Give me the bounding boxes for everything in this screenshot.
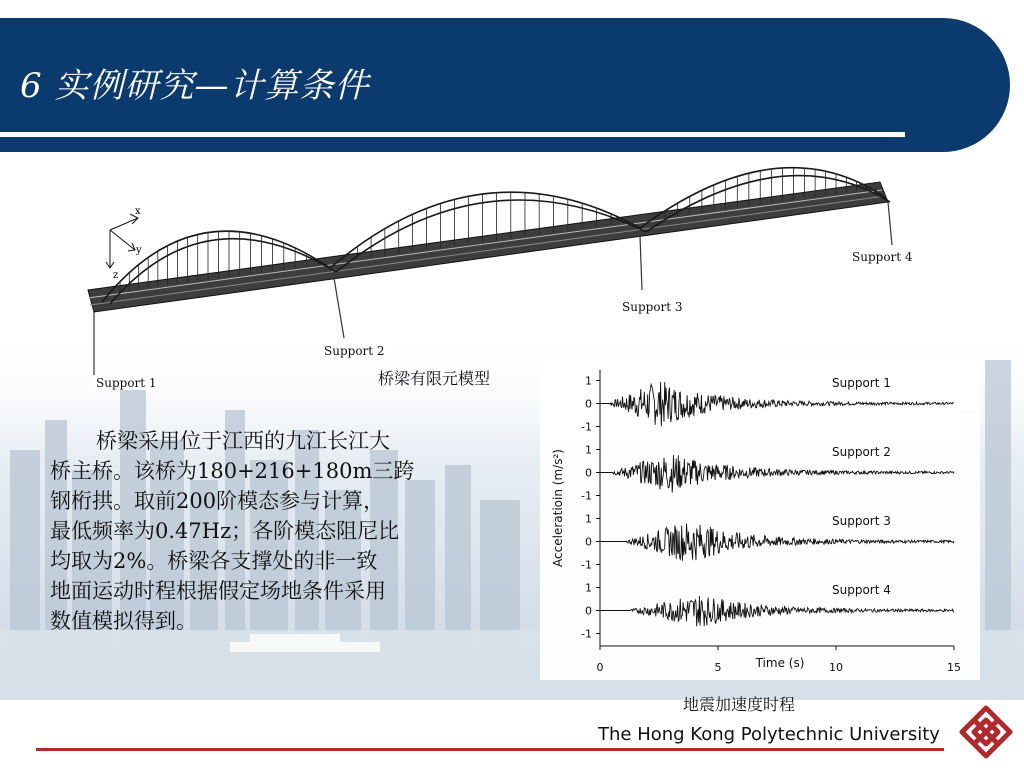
x-axis-label: Time (s) — [755, 656, 805, 670]
chart-text — [551, 375, 961, 675]
body-line-2: 桥主桥。该桥为180+216+180m三跨 — [50, 459, 415, 483]
y-tick-label: -1 — [581, 627, 592, 641]
x-tick-label: 0 — [596, 661, 604, 674]
slide-title: 6 实例研究—计算条件 — [20, 66, 370, 106]
y-tick-label: 0 — [585, 604, 592, 618]
legend-support-1: Support 1 — [832, 376, 891, 390]
legend-support-4: Support 4 — [832, 583, 891, 597]
y-tick-label: -1 — [581, 420, 592, 434]
series-line-support-1 — [600, 382, 954, 426]
chart-axes — [596, 370, 954, 650]
x-tick-label: 5 — [714, 661, 722, 674]
y-tick-label: 1 — [585, 374, 592, 388]
support-1-label: Support 1 — [96, 376, 157, 390]
bridge-figure-caption: 桥梁有限元模型 — [378, 369, 491, 388]
support-2-label: Support 2 — [324, 344, 385, 358]
coordinate-axes — [106, 214, 138, 268]
legend-support-3: Support 3 — [832, 514, 891, 528]
y-tick-label: 1 — [585, 443, 592, 457]
university-name: The Hong Kong Polytechnic University — [598, 724, 940, 745]
body-line-3: 钢桁拱。取前200阶模态参与计算， — [50, 489, 385, 513]
chart-traces — [600, 382, 954, 626]
body-paragraph — [50, 426, 520, 636]
x-tick-label: 15 — [947, 661, 961, 674]
legend-support-2: Support 2 — [832, 445, 891, 459]
axis-label-z: z — [113, 270, 119, 281]
title-underline — [0, 132, 905, 137]
bridge-fe-model-figure — [80, 150, 920, 390]
body-line-4: 最低频率为0.47Hz；各阶模态阻尼比 — [50, 519, 400, 543]
acceleration-chart — [540, 360, 980, 680]
series-line-support-2 — [600, 455, 954, 493]
y-tick-label: 0 — [585, 466, 592, 480]
y-tick-label: -1 — [581, 489, 592, 503]
support-3-label: Support 3 — [622, 300, 683, 314]
y-axis-label: Acceleratioin (m/s²) — [551, 449, 565, 567]
series-line-support-4 — [600, 596, 954, 626]
y-tick-label: 0 — [585, 535, 592, 549]
chart-caption: 地震加速度时程 — [683, 695, 796, 714]
y-tick-label: 0 — [585, 397, 592, 411]
series-line-support-3 — [600, 524, 954, 561]
acceleration-chart-svg — [540, 360, 980, 680]
body-line-6: 地面运动时程根据假定场地条件采用 — [50, 579, 386, 603]
body-line-5: 均取为2%。桥梁各支撑处的非一致 — [50, 549, 378, 573]
y-tick-label: 1 — [585, 581, 592, 595]
axis-label-x: x — [135, 206, 141, 217]
y-tick-label: -1 — [581, 558, 592, 572]
axis-label-y: y — [136, 245, 142, 256]
y-tick-label: 1 — [585, 512, 592, 526]
x-tick-label: 10 — [829, 661, 843, 674]
support-4-label: Support 4 — [852, 250, 913, 264]
footer-rule — [36, 748, 944, 751]
body-line-7: 数值模拟得到。 — [50, 609, 197, 633]
body-line-1: 桥梁采用位于江西的九江长江大 — [96, 429, 390, 453]
polyu-logo-icon — [958, 704, 1014, 760]
